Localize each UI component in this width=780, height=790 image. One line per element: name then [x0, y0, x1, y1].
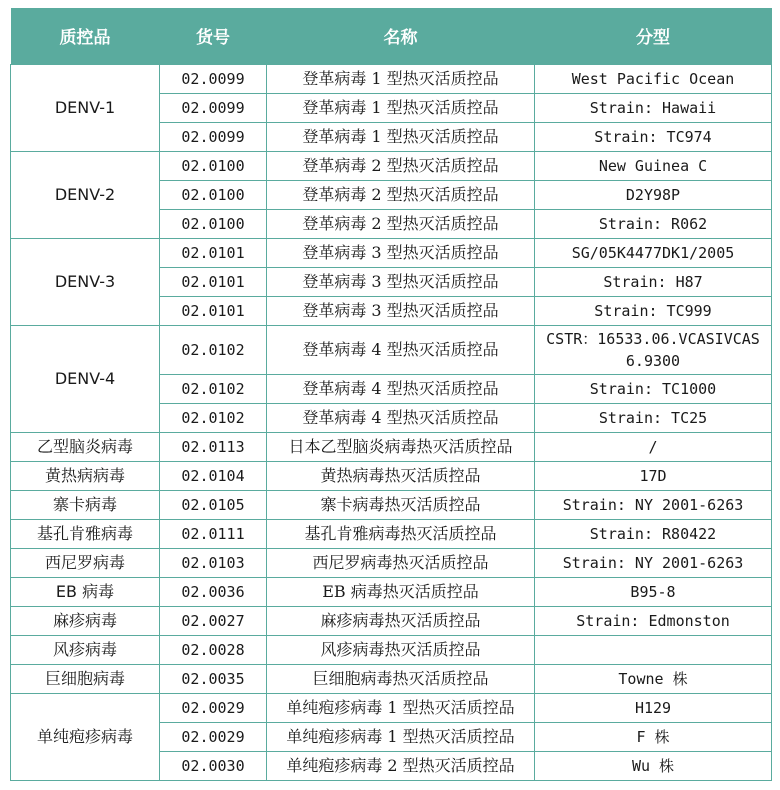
catalog-number-cell: 02.0104 — [160, 461, 267, 490]
catalog-number-cell: 02.0100 — [160, 209, 267, 238]
genotype-cell: Towne 株 — [535, 664, 772, 693]
product-name-cell: 登革病毒 3 型热灭活质控品 — [267, 296, 535, 325]
catalog-number-cell: 02.0102 — [160, 325, 267, 374]
qc-product-cell: DENV-1 — [11, 64, 160, 151]
table-row — [11, 693, 772, 722]
product-name-cell: 巨细胞病毒热灭活质控品 — [267, 664, 535, 693]
catalog-number-cell: 02.0101 — [160, 296, 267, 325]
product-name-cell: 寨卡病毒热灭活质控品 — [267, 490, 535, 519]
table-body — [11, 64, 772, 780]
product-name-cell: 登革病毒 4 型热灭活质控品 — [267, 374, 535, 403]
product-name-cell: 登革病毒 4 型热灭活质控品 — [267, 403, 535, 432]
catalog-number-cell: 02.0029 — [160, 722, 267, 751]
header-qc-product: 质控品 — [59, 28, 111, 49]
qc-product-cell: 风疹病毒 — [11, 635, 160, 664]
catalog-number-cell: 02.0099 — [160, 64, 267, 93]
qc-product-cell: 麻疹病毒 — [11, 606, 160, 635]
genotype-cell: Strain: TC974 — [535, 122, 772, 151]
genotype-cell: Strain: Edmonston — [535, 606, 772, 635]
header-genotype: 分型 — [636, 28, 670, 49]
catalog-number-cell: 02.0102 — [160, 374, 267, 403]
genotype-cell: Strain: R062 — [535, 209, 772, 238]
table-row — [11, 577, 772, 606]
product-name-cell: 登革病毒 1 型热灭活质控品 — [267, 64, 535, 93]
product-name-cell: 单纯疱疹病毒 2 型热灭活质控品 — [267, 751, 535, 780]
table-row — [11, 325, 772, 374]
product-name-cell: EB 病毒热灭活质控品 — [267, 577, 535, 606]
header-catalog-number: 货号 — [196, 28, 230, 49]
qc-product-cell: EB 病毒 — [11, 577, 160, 606]
product-name-cell: 登革病毒 3 型热灭活质控品 — [267, 267, 535, 296]
genotype-cell: Wu 株 — [535, 751, 772, 780]
table-header — [11, 8, 772, 64]
table-row — [11, 490, 772, 519]
table-row — [11, 606, 772, 635]
product-name-cell: 日本乙型脑炎病毒热灭活质控品 — [267, 432, 535, 461]
qc-product-cell: DENV-3 — [11, 238, 160, 325]
qc-product-cell: DENV-2 — [11, 151, 160, 238]
genotype-cell: H129 — [535, 693, 772, 722]
genotype-cell: Strain: Hawaii — [535, 93, 772, 122]
product-name-cell: 黄热病毒热灭活质控品 — [267, 461, 535, 490]
genotype-cell: Strain: TC25 — [535, 403, 772, 432]
table-row — [11, 64, 772, 93]
catalog-number-cell: 02.0035 — [160, 664, 267, 693]
header-row — [11, 8, 772, 64]
catalog-number-cell: 02.0029 — [160, 693, 267, 722]
product-name-cell: 登革病毒 2 型热灭活质控品 — [267, 209, 535, 238]
genotype-cell: New Guinea C — [535, 151, 772, 180]
genotype-cell: 17D — [535, 461, 772, 490]
product-name-cell: 登革病毒 1 型热灭活质控品 — [267, 122, 535, 151]
table-row — [11, 635, 772, 664]
table-row — [11, 238, 772, 267]
product-name-cell: 登革病毒 2 型热灭活质控品 — [267, 180, 535, 209]
genotype-cell: CSTR：16533.06.VCASIVCAS6.9300 — [535, 325, 772, 374]
catalog-number-cell: 02.0100 — [160, 151, 267, 180]
table-row — [11, 151, 772, 180]
catalog-number-cell: 02.0101 — [160, 238, 267, 267]
genotype-cell: D2Y98P — [535, 180, 772, 209]
product-name-cell: 登革病毒 4 型热灭活质控品 — [267, 325, 535, 374]
catalog-number-cell: 02.0030 — [160, 751, 267, 780]
table-row — [11, 432, 772, 461]
catalog-number-cell: 02.0028 — [160, 635, 267, 664]
table-row — [11, 461, 772, 490]
genotype-cell — [535, 635, 772, 664]
genotype-cell: Strain: NY 2001-6263 — [535, 490, 772, 519]
table-row — [11, 548, 772, 577]
product-name-cell: 西尼罗病毒热灭活质控品 — [267, 548, 535, 577]
product-name-cell: 风疹病毒热灭活质控品 — [267, 635, 535, 664]
genotype-cell: B95-8 — [535, 577, 772, 606]
header-name: 名称 — [383, 28, 418, 49]
product-name-cell: 基孔肯雅病毒热灭活质控品 — [267, 519, 535, 548]
catalog-number-cell: 02.0101 — [160, 267, 267, 296]
genotype-cell: F 株 — [535, 722, 772, 751]
catalog-number-cell: 02.0099 — [160, 93, 267, 122]
genotype-cell: SG/05K4477DK1/2005 — [535, 238, 772, 267]
catalog-number-cell: 02.0036 — [160, 577, 267, 606]
genotype-cell: / — [535, 432, 772, 461]
genotype-cell: Strain: R80422 — [535, 519, 772, 548]
catalog-number-cell: 02.0027 — [160, 606, 267, 635]
qc-product-cell: DENV-4 — [11, 325, 160, 432]
qc-product-cell: 基孔肯雅病毒 — [11, 519, 160, 548]
genotype-cell: Strain: NY 2001-6263 — [535, 548, 772, 577]
product-name-cell: 麻疹病毒热灭活质控品 — [267, 606, 535, 635]
catalog-number-cell: 02.0111 — [160, 519, 267, 548]
qc-product-cell: 单纯疱疹病毒 — [11, 693, 160, 780]
qc-product-cell: 黄热病病毒 — [11, 461, 160, 490]
genotype-cell: West Pacific Ocean — [535, 64, 772, 93]
quality-control-table — [10, 8, 772, 781]
product-name-cell: 单纯疱疹病毒 1 型热灭活质控品 — [267, 722, 535, 751]
qc-product-cell: 巨细胞病毒 — [11, 664, 160, 693]
catalog-number-cell: 02.0105 — [160, 490, 267, 519]
catalog-number-cell: 02.0102 — [160, 403, 267, 432]
catalog-number-cell: 02.0099 — [160, 122, 267, 151]
genotype-cell: Strain: TC999 — [535, 296, 772, 325]
qc-product-cell: 寨卡病毒 — [11, 490, 160, 519]
table-row — [11, 664, 772, 693]
genotype-cell: Strain: H87 — [535, 267, 772, 296]
catalog-number-cell: 02.0103 — [160, 548, 267, 577]
catalog-number-cell: 02.0113 — [160, 432, 267, 461]
catalog-number-cell: 02.0100 — [160, 180, 267, 209]
table-row — [11, 519, 772, 548]
product-name-cell: 登革病毒 3 型热灭活质控品 — [267, 238, 535, 267]
genotype-cell: Strain: TC1000 — [535, 374, 772, 403]
product-name-cell: 单纯疱疹病毒 1 型热灭活质控品 — [267, 693, 535, 722]
qc-product-cell: 西尼罗病毒 — [11, 548, 160, 577]
product-name-cell: 登革病毒 1 型热灭活质控品 — [267, 93, 535, 122]
qc-product-cell: 乙型脑炎病毒 — [11, 432, 160, 461]
product-name-cell: 登革病毒 2 型热灭活质控品 — [267, 151, 535, 180]
